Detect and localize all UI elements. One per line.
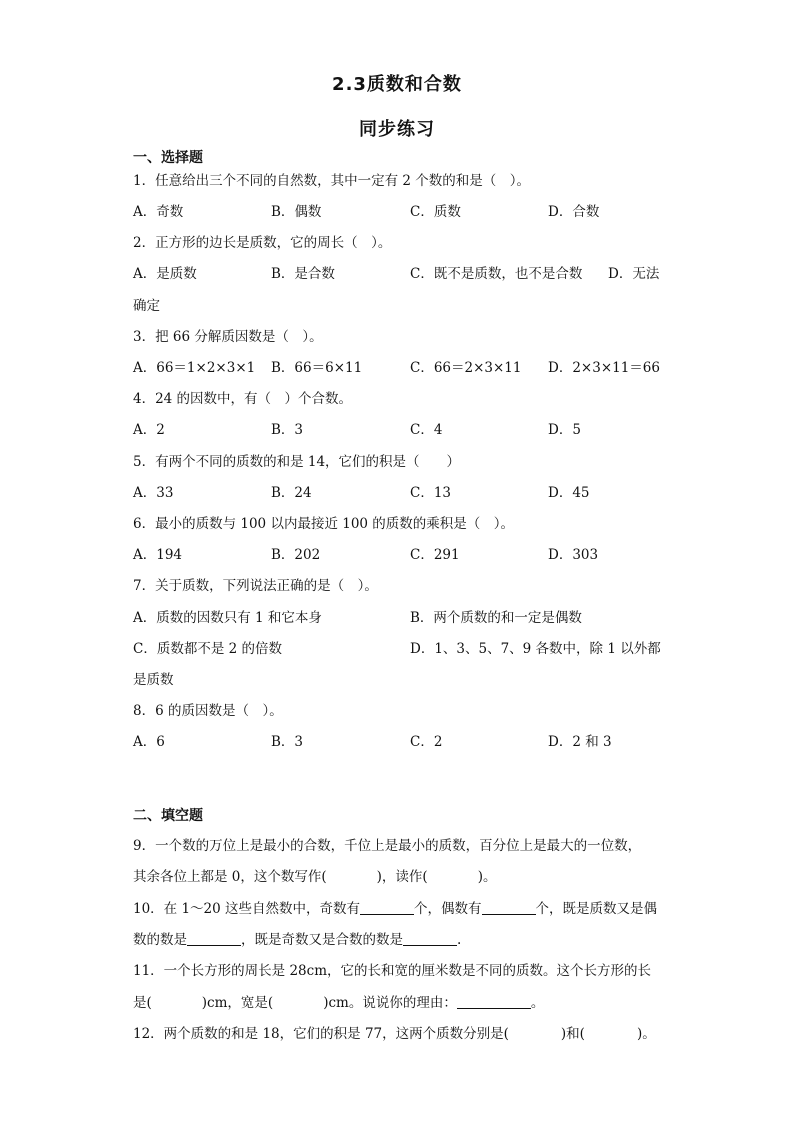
question-stem: 4．24 的因数中，有（ ）个合数。 <box>133 391 353 407</box>
option: B．202 <box>271 547 321 563</box>
text-segment: )，读作( <box>376 869 428 885</box>
text-segment: 数的数是 <box>133 932 187 948</box>
text-segment: 个，偶数有 <box>414 901 482 917</box>
text-segment: 个，既是质数又是偶 <box>535 901 658 917</box>
option: A．6 <box>133 734 165 750</box>
option: B．是合数 <box>271 266 335 282</box>
text-segment: 12．两个质数的和是 18，它们的积是 77，这两个质数分别是( <box>133 1026 509 1042</box>
page-title: 2.3质数和合数 <box>332 74 462 95</box>
text-segment: ，既是奇数又是合数的数是 <box>241 932 403 948</box>
question-stem: 5．有两个不同的质数的和是 14，它们的积是（ ） <box>133 454 461 470</box>
question-stem: 1．任意给出三个不同的自然数，其中一定有 2 个数的和是（ ）。 <box>133 173 531 189</box>
page-subtitle: 同步练习 <box>359 119 435 140</box>
section-heading-fill: 二、填空题 <box>133 808 203 824</box>
option: B．66＝6×11 <box>271 360 363 376</box>
text-segment: )cm，宽是( <box>201 995 274 1011</box>
option: D．45 <box>548 485 590 501</box>
option: A．2 <box>133 422 165 438</box>
option: C．质数 <box>410 204 461 220</box>
option: A．194 <box>133 547 183 563</box>
question-line <box>133 900 673 918</box>
option: C．13 <box>410 485 452 501</box>
answer-blank[interactable] <box>187 931 241 946</box>
text-segment: . <box>457 932 462 948</box>
answer-blank[interactable] <box>482 900 536 915</box>
option: A．质数的因数只有 1 和它本身 <box>133 610 322 626</box>
option: A．是质数 <box>133 266 197 282</box>
option: A．66＝1×2×3×1 <box>133 360 256 376</box>
option-wrap: 确定 <box>133 298 160 314</box>
question-stem: 9．一个数的万位上是最小的合数，千位上是最小的质数，百分位上是最大的一位数， <box>133 838 642 854</box>
option: D．无法 <box>608 266 660 282</box>
option: D．2×3×11＝66 <box>548 360 660 376</box>
question-stem: 2．正方形的边长是质数，它的周长（ ）。 <box>133 235 392 251</box>
question-stem: 6．最小的质数与 100 以内最接近 100 的质数的乘积是（ ）。 <box>133 516 515 532</box>
option: C．2 <box>410 734 443 750</box>
question-line <box>133 868 673 886</box>
text-segment: 。 <box>530 995 545 1011</box>
question-stem: 11．一个长方形的周长是 28cm，它的长和宽的厘米数是不同的质数。这个长方形的长 <box>133 963 652 979</box>
option: B．3 <box>271 422 304 438</box>
option: B．3 <box>271 734 304 750</box>
option: C．4 <box>410 422 443 438</box>
question-line <box>133 994 673 1012</box>
text-segment: 是( <box>133 995 152 1011</box>
section-heading-choice: 一、选择题 <box>133 150 203 166</box>
question-stem: 7．关于质数，下列说法正确的是（ ）。 <box>133 578 378 594</box>
option: D．2 和 3 <box>548 734 612 750</box>
option: B．偶数 <box>271 204 322 220</box>
question-line <box>133 931 673 949</box>
answer-blank[interactable] <box>360 900 414 915</box>
answer-blank[interactable] <box>403 931 457 946</box>
option: C．66＝2×3×11 <box>410 360 522 376</box>
text-segment: )和( <box>560 1026 585 1042</box>
text-segment: 其余各位上都是 0，这个数写作( <box>133 869 327 885</box>
option: D．1、3、5、7、9 各数中，除 1 以外都 <box>410 641 661 657</box>
option: B．24 <box>271 485 312 501</box>
text-segment: )。 <box>477 869 497 885</box>
option: D．合数 <box>548 204 600 220</box>
option-wrap: 是质数 <box>133 672 174 688</box>
option: D．303 <box>548 547 599 563</box>
text-segment: )。 <box>636 1026 656 1042</box>
question-line <box>133 1025 673 1043</box>
option: C．291 <box>410 547 460 563</box>
option: C．质数都不是 2 的倍数 <box>133 641 283 657</box>
option: D．5 <box>548 422 581 438</box>
text-segment: 10．在 1～20 这些自然数中，奇数有 <box>133 901 361 917</box>
question-stem: 3．把 66 分解质因数是（ ）。 <box>133 329 323 345</box>
text-segment: )cm。说说你的理由： <box>323 995 457 1011</box>
option: A．33 <box>133 485 174 501</box>
option: C．既不是质数，也不是合数 <box>410 266 583 282</box>
option: A．奇数 <box>133 204 184 220</box>
option: B．两个质数的和一定是偶数 <box>410 610 582 626</box>
question-stem: 8．6 的质因数是（ ）。 <box>133 703 283 719</box>
answer-blank[interactable] <box>457 994 531 1009</box>
